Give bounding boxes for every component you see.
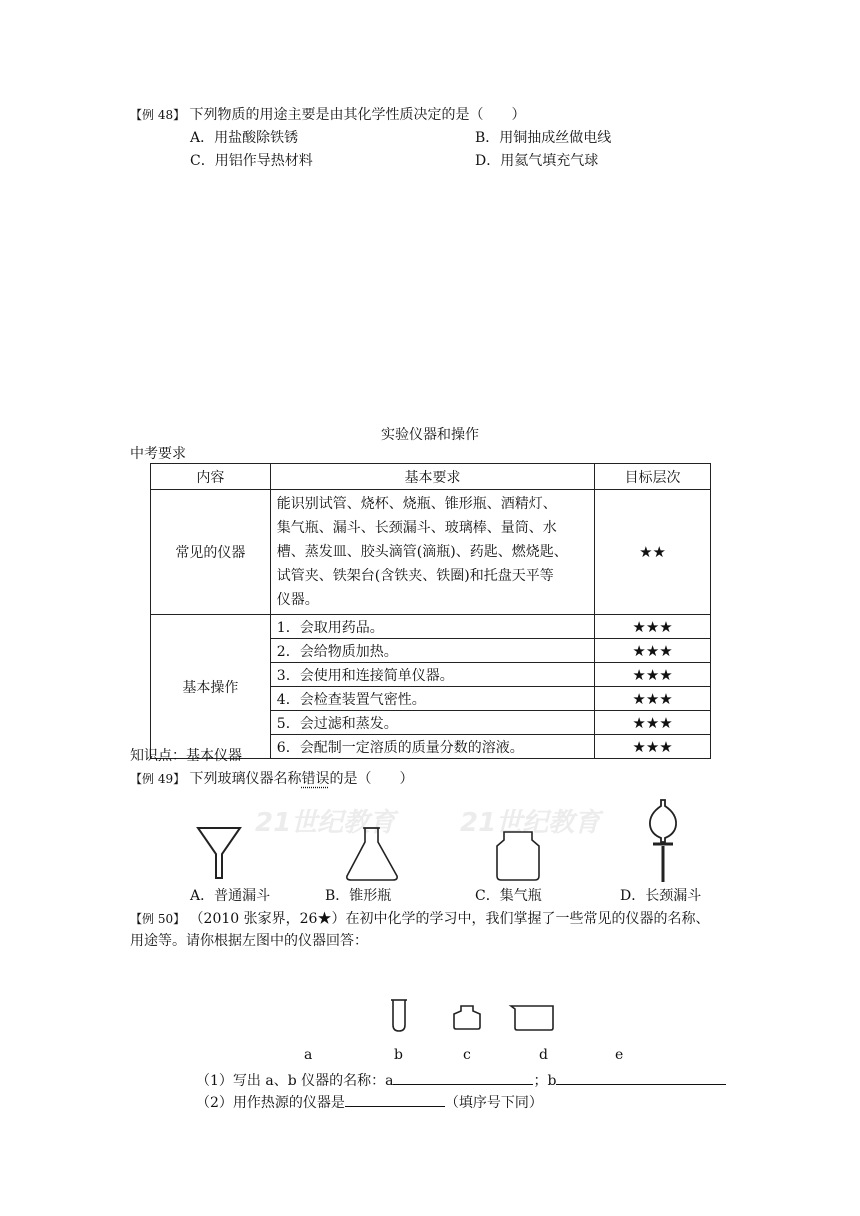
requirement-line: 试管夹、铁架台(含铁夹、铁圈)和托盘天平等	[276, 568, 554, 584]
question-stem-part: 的是（ ）	[329, 771, 414, 787]
option-b: B．锥形瓶	[325, 888, 392, 904]
row-requirement: 4．会检查装置气密性。	[270, 687, 594, 711]
instrument-label-b: b	[394, 1047, 403, 1063]
table-row	[151, 490, 711, 615]
subquestion-text: （2）用作热源的仪器是	[196, 1095, 345, 1111]
subquestion-1	[196, 1070, 726, 1090]
option-c: C．用铝作导热材料	[190, 153, 313, 169]
requirement-line: 集气瓶、漏斗、长颈漏斗、玻璃棒、量筒、水	[276, 520, 557, 536]
section-title: 实验仪器和操作	[381, 427, 479, 443]
row-level: ★★★	[595, 687, 711, 711]
instrument-label-a: a	[304, 1047, 313, 1063]
header-requirement: 基本要求	[270, 464, 594, 490]
answer-blank-b[interactable]	[556, 1070, 726, 1085]
requirements-table	[150, 463, 711, 759]
gas-bottle-image	[495, 830, 545, 882]
emphasized-word: 错误	[301, 771, 330, 787]
row-requirement: 2．会给物质加热。	[270, 639, 594, 663]
option-d: D．长颈漏斗	[620, 888, 702, 904]
question-stem-part: 下列玻璃仪器名称	[189, 771, 302, 787]
question-tag: 【例 49】	[130, 772, 186, 786]
row-category: 基本操作	[151, 615, 271, 759]
header-level: 目标层次	[595, 464, 711, 490]
table-header-row	[151, 464, 711, 490]
row-level: ★★★	[595, 663, 711, 687]
subquestion-text: ；b	[533, 1073, 557, 1089]
instrument-label-d: d	[539, 1047, 548, 1063]
row-level: ★★★	[595, 639, 711, 663]
question-tag: 【例 48】	[130, 108, 186, 122]
row-category: 常见的仪器	[151, 490, 271, 615]
requirement-line: 能识别试管、烧杯、烧瓶、锥形瓶、酒精灯、	[276, 496, 557, 512]
row-requirement: 1．会取用药品。	[270, 615, 594, 639]
row-level: ★★★	[595, 711, 711, 735]
answer-blank-a[interactable]	[393, 1070, 533, 1085]
subquestion-text: （填序号下同）	[444, 1095, 543, 1111]
header-content: 内容	[151, 464, 271, 490]
row-requirement: 3．会使用和连接简单仪器。	[270, 663, 594, 687]
row-requirement: 5．会过滤和蒸发。	[270, 711, 594, 735]
row-level: ★★	[595, 490, 711, 615]
watermark: 21世纪教育	[460, 808, 601, 838]
option-a: A．普通漏斗	[190, 888, 271, 904]
subquestion-text: （1）写出 a、b 仪器的名称：a	[196, 1073, 394, 1089]
row-requirement	[270, 490, 594, 615]
option-a: A．用盐酸除铁锈	[190, 130, 299, 146]
instrument-label-e: e	[615, 1047, 624, 1063]
option-b: B．用铜抽成丝做电线	[475, 130, 612, 146]
question-tag: 【例 50】	[130, 912, 186, 926]
funnel-image	[195, 826, 245, 882]
requirement-line: 仪器。	[276, 592, 319, 608]
question-stem: 下列物质的用途主要是由其化学性质决定的是（ ）	[189, 107, 526, 123]
option-c: C．集气瓶	[475, 888, 542, 904]
section-subtitle: 中考要求	[130, 446, 186, 462]
question-stem-line2: 用途等。请你根据左图中的仪器回答：	[130, 933, 368, 949]
knowledge-point: 知识点：基本仪器	[130, 748, 242, 764]
table-row	[151, 615, 711, 639]
row-requirement: 6．会配制一定溶质的质量分数的溶液。	[270, 735, 594, 759]
option-d: D．用氦气填充气球	[475, 153, 599, 169]
question-stem: （2010 张家界，26★）在初中化学的学习中，我们掌握了一些常见的仪器的名称、	[189, 911, 710, 927]
subquestion-2	[196, 1092, 543, 1112]
question-49	[130, 771, 414, 788]
test-tube-image	[390, 999, 408, 1033]
instrument-label-c: c	[463, 1047, 471, 1063]
question-50	[130, 911, 709, 928]
watermark: 21世纪教育	[255, 808, 396, 838]
separatory-funnel-image	[645, 798, 681, 884]
row-level: ★★★	[595, 735, 711, 759]
beaker-image	[510, 1004, 556, 1032]
conical-flask-image	[345, 826, 400, 882]
wide-mouth-bottle-image	[452, 1005, 482, 1031]
question-48	[130, 107, 526, 124]
answer-blank-heat-source[interactable]	[345, 1092, 445, 1107]
requirement-line: 槽、蒸发皿、胶头滴管(滴瓶)、药匙、燃烧匙、	[276, 544, 568, 560]
row-level: ★★★	[595, 615, 711, 639]
